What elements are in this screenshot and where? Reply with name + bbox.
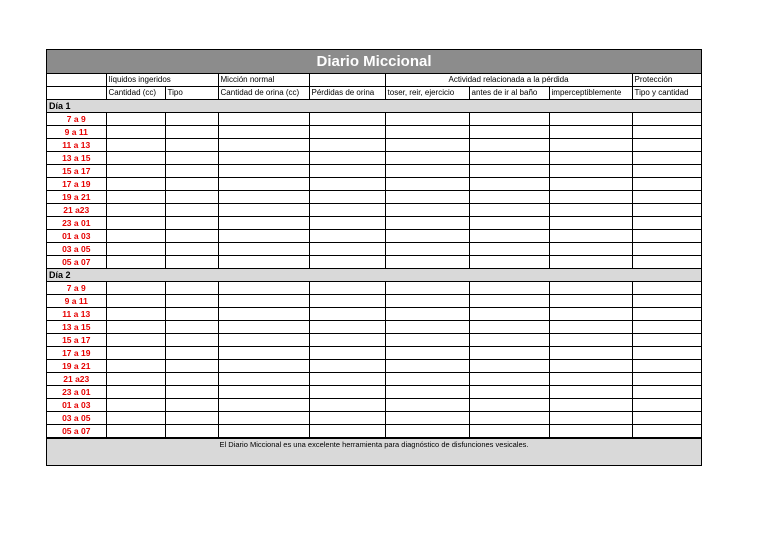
entry-cell[interactable] bbox=[469, 217, 549, 230]
entry-cell[interactable] bbox=[469, 373, 549, 386]
entry-cell[interactable] bbox=[385, 191, 469, 204]
entry-cell[interactable] bbox=[469, 165, 549, 178]
entry-cell[interactable] bbox=[165, 113, 218, 126]
entry-cell[interactable] bbox=[549, 373, 632, 386]
entry-cell[interactable] bbox=[165, 152, 218, 165]
time-slot-label: 13 a 15 bbox=[47, 321, 106, 334]
entry-cell[interactable] bbox=[632, 126, 701, 139]
entry-cell[interactable] bbox=[106, 412, 165, 425]
entry-cell[interactable] bbox=[165, 191, 218, 204]
entry-cell[interactable] bbox=[309, 386, 385, 399]
time-slot-label: 11 a 13 bbox=[47, 308, 106, 321]
entry-cell[interactable] bbox=[385, 386, 469, 399]
entry-cell[interactable] bbox=[165, 256, 218, 269]
entry-cell[interactable] bbox=[549, 347, 632, 360]
time-slot-row bbox=[47, 399, 701, 412]
entry-cell[interactable] bbox=[165, 230, 218, 243]
entry-cell[interactable] bbox=[218, 425, 309, 438]
entry-cell[interactable] bbox=[165, 204, 218, 217]
time-slot-label: 7 a 9 bbox=[47, 282, 106, 295]
entry-cell[interactable] bbox=[106, 308, 165, 321]
entry-cell[interactable] bbox=[309, 256, 385, 269]
entry-cell[interactable] bbox=[549, 152, 632, 165]
entry-cell[interactable] bbox=[218, 230, 309, 243]
entry-cell[interactable] bbox=[549, 230, 632, 243]
day-row bbox=[47, 269, 701, 282]
time-slot-row bbox=[47, 243, 701, 256]
entry-cell[interactable] bbox=[549, 126, 632, 139]
entry-cell[interactable] bbox=[106, 152, 165, 165]
time-slot-row bbox=[47, 282, 701, 295]
header-miccion: Micción normal bbox=[218, 74, 309, 87]
header-row-1 bbox=[47, 74, 701, 87]
entry-cell[interactable] bbox=[469, 230, 549, 243]
entry-cell[interactable] bbox=[106, 282, 165, 295]
entry-cell[interactable] bbox=[218, 191, 309, 204]
entry-cell[interactable] bbox=[165, 243, 218, 256]
entry-cell[interactable] bbox=[309, 126, 385, 139]
entry-cell[interactable] bbox=[106, 373, 165, 386]
entry-cell[interactable] bbox=[632, 204, 701, 217]
entry-cell[interactable] bbox=[385, 152, 469, 165]
entry-cell[interactable] bbox=[165, 399, 218, 412]
entry-cell[interactable] bbox=[309, 165, 385, 178]
time-slot-label: 19 a 21 bbox=[47, 360, 106, 373]
entry-cell[interactable] bbox=[218, 386, 309, 399]
entry-cell[interactable] bbox=[309, 321, 385, 334]
entry-cell[interactable] bbox=[165, 373, 218, 386]
entry-cell[interactable] bbox=[218, 152, 309, 165]
entry-cell[interactable] bbox=[165, 217, 218, 230]
entry-cell[interactable] bbox=[385, 425, 469, 438]
time-slot-label: 9 a 11 bbox=[47, 295, 106, 308]
entry-cell[interactable] bbox=[469, 334, 549, 347]
entry-cell[interactable] bbox=[632, 230, 701, 243]
entry-cell[interactable] bbox=[469, 321, 549, 334]
entry-cell[interactable] bbox=[106, 113, 165, 126]
entry-cell[interactable] bbox=[106, 334, 165, 347]
entry-cell[interactable] bbox=[309, 217, 385, 230]
entry-cell[interactable] bbox=[549, 386, 632, 399]
time-slot-label: 21 a23 bbox=[47, 204, 106, 217]
time-slot-label: 13 a 15 bbox=[47, 152, 106, 165]
time-slot-label: 9 a 11 bbox=[47, 126, 106, 139]
time-slot-label: 01 a 03 bbox=[47, 399, 106, 412]
entry-cell[interactable] bbox=[218, 360, 309, 373]
time-slot-label: 23 a 01 bbox=[47, 386, 106, 399]
footer-note: El Diario Miccional es una excelente herramienta para diagnóstico de disfunciones vesicales. bbox=[47, 438, 701, 465]
entry-cell[interactable] bbox=[165, 282, 218, 295]
header-perdidas-orina: Pérdidas de orina bbox=[309, 87, 385, 100]
entry-cell[interactable] bbox=[106, 321, 165, 334]
time-slot-row bbox=[47, 360, 701, 373]
entry-cell[interactable] bbox=[632, 178, 701, 191]
entry-cell[interactable] bbox=[632, 399, 701, 412]
entry-cell[interactable] bbox=[309, 230, 385, 243]
entry-cell[interactable] bbox=[549, 425, 632, 438]
entry-cell[interactable] bbox=[632, 282, 701, 295]
entry-cell[interactable] bbox=[549, 178, 632, 191]
entry-cell[interactable] bbox=[106, 386, 165, 399]
entry-cell[interactable] bbox=[218, 321, 309, 334]
entry-cell[interactable] bbox=[106, 204, 165, 217]
entry-cell[interactable] bbox=[385, 126, 469, 139]
entry-cell[interactable] bbox=[469, 139, 549, 152]
header-row-2 bbox=[47, 87, 701, 100]
day-label: Día 2 bbox=[47, 269, 701, 282]
entry-cell[interactable] bbox=[549, 165, 632, 178]
entry-cell[interactable] bbox=[218, 308, 309, 321]
entry-cell[interactable] bbox=[549, 360, 632, 373]
entry-cell[interactable] bbox=[309, 113, 385, 126]
entry-cell[interactable] bbox=[385, 204, 469, 217]
entry-cell[interactable] bbox=[309, 243, 385, 256]
entry-cell[interactable] bbox=[218, 399, 309, 412]
entry-cell[interactable] bbox=[469, 425, 549, 438]
entry-cell[interactable] bbox=[632, 308, 701, 321]
entry-cell[interactable] bbox=[632, 191, 701, 204]
entry-cell[interactable] bbox=[218, 204, 309, 217]
entry-cell[interactable] bbox=[632, 139, 701, 152]
entry-cell[interactable] bbox=[106, 126, 165, 139]
entry-cell[interactable] bbox=[549, 412, 632, 425]
time-slot-row bbox=[47, 308, 701, 321]
entry-cell[interactable] bbox=[106, 360, 165, 373]
entry-cell[interactable] bbox=[309, 204, 385, 217]
entry-cell[interactable] bbox=[549, 295, 632, 308]
entry-cell[interactable] bbox=[469, 256, 549, 269]
entry-cell[interactable] bbox=[165, 386, 218, 399]
diary-sheet bbox=[46, 49, 702, 466]
time-slot-row bbox=[47, 217, 701, 230]
entry-cell[interactable] bbox=[385, 139, 469, 152]
entry-cell[interactable] bbox=[469, 347, 549, 360]
entry-cell[interactable] bbox=[106, 139, 165, 152]
entry-cell[interactable] bbox=[549, 256, 632, 269]
entry-cell[interactable] bbox=[632, 165, 701, 178]
header-cantidad-cc: Cantidad (cc) bbox=[106, 87, 165, 100]
header-liquidos: líquidos ingeridos bbox=[106, 74, 218, 87]
time-slot-label: 15 a 17 bbox=[47, 334, 106, 347]
time-slot-label: 23 a 01 bbox=[47, 217, 106, 230]
page-title: Diario Miccional bbox=[47, 50, 701, 74]
entry-cell[interactable] bbox=[385, 399, 469, 412]
time-slot-row bbox=[47, 204, 701, 217]
header-perdidas-blank bbox=[309, 74, 385, 87]
entry-cell[interactable] bbox=[106, 230, 165, 243]
entry-cell[interactable] bbox=[106, 256, 165, 269]
entry-cell[interactable] bbox=[385, 165, 469, 178]
header-proteccion: Protección bbox=[632, 74, 701, 87]
time-slot-row bbox=[47, 334, 701, 347]
entry-cell[interactable] bbox=[309, 360, 385, 373]
entry-cell[interactable] bbox=[632, 152, 701, 165]
entry-cell[interactable] bbox=[218, 113, 309, 126]
entry-cell[interactable] bbox=[218, 412, 309, 425]
entry-cell[interactable] bbox=[218, 178, 309, 191]
entry-cell[interactable] bbox=[385, 308, 469, 321]
entry-cell[interactable] bbox=[549, 321, 632, 334]
entry-cell[interactable] bbox=[218, 373, 309, 386]
time-slot-row bbox=[47, 412, 701, 425]
time-slot-row bbox=[47, 230, 701, 243]
entry-cell[interactable] bbox=[385, 360, 469, 373]
entry-cell[interactable] bbox=[218, 256, 309, 269]
time-slot-label: 19 a 21 bbox=[47, 191, 106, 204]
entry-cell[interactable] bbox=[106, 399, 165, 412]
entry-cell[interactable] bbox=[309, 399, 385, 412]
time-slot-label: 03 a 05 bbox=[47, 243, 106, 256]
entry-cell[interactable] bbox=[218, 347, 309, 360]
entry-cell[interactable] bbox=[632, 360, 701, 373]
time-slot-row bbox=[47, 295, 701, 308]
entry-cell[interactable] bbox=[309, 347, 385, 360]
entry-cell[interactable] bbox=[218, 243, 309, 256]
entry-cell[interactable] bbox=[549, 191, 632, 204]
entry-cell[interactable] bbox=[632, 412, 701, 425]
entry-cell[interactable] bbox=[469, 152, 549, 165]
time-slot-label: 17 a 19 bbox=[47, 347, 106, 360]
entry-cell[interactable] bbox=[309, 373, 385, 386]
entry-cell[interactable] bbox=[309, 178, 385, 191]
entry-cell[interactable] bbox=[106, 165, 165, 178]
entry-cell[interactable] bbox=[549, 243, 632, 256]
time-slot-row bbox=[47, 386, 701, 399]
time-slot-label: 03 a 05 bbox=[47, 412, 106, 425]
entry-cell[interactable] bbox=[632, 347, 701, 360]
entry-cell[interactable] bbox=[469, 399, 549, 412]
entry-cell[interactable] bbox=[385, 178, 469, 191]
entry-cell[interactable] bbox=[106, 191, 165, 204]
entry-cell[interactable] bbox=[469, 204, 549, 217]
entry-cell[interactable] bbox=[469, 360, 549, 373]
time-slot-label: 7 a 9 bbox=[47, 113, 106, 126]
time-slot-row bbox=[47, 425, 701, 438]
header-toser: toser, reir, ejercicio bbox=[385, 87, 469, 100]
entry-cell[interactable] bbox=[385, 230, 469, 243]
header-imperceptiblemente: imperceptiblemente bbox=[549, 87, 632, 100]
entry-cell[interactable] bbox=[309, 334, 385, 347]
entry-cell[interactable] bbox=[632, 425, 701, 438]
entry-cell[interactable] bbox=[385, 295, 469, 308]
time-slot-row bbox=[47, 152, 701, 165]
time-slot-row bbox=[47, 321, 701, 334]
entry-cell[interactable] bbox=[165, 347, 218, 360]
entry-cell[interactable] bbox=[632, 334, 701, 347]
entry-cell[interactable] bbox=[218, 165, 309, 178]
entry-cell[interactable] bbox=[165, 321, 218, 334]
entry-cell[interactable] bbox=[632, 295, 701, 308]
entry-cell[interactable] bbox=[218, 282, 309, 295]
entry-cell[interactable] bbox=[469, 191, 549, 204]
entry-cell[interactable] bbox=[549, 204, 632, 217]
entry-cell[interactable] bbox=[469, 386, 549, 399]
time-slot-label: 05 a 07 bbox=[47, 256, 106, 269]
entry-cell[interactable] bbox=[469, 412, 549, 425]
entry-cell[interactable] bbox=[469, 282, 549, 295]
header-blank bbox=[47, 74, 106, 87]
entry-cell[interactable] bbox=[469, 178, 549, 191]
entry-cell[interactable] bbox=[385, 113, 469, 126]
time-slot-row bbox=[47, 256, 701, 269]
entry-cell[interactable] bbox=[309, 295, 385, 308]
time-slot-row bbox=[47, 191, 701, 204]
entry-cell[interactable] bbox=[165, 334, 218, 347]
header-actividad: Actividad relacionada a la pérdida bbox=[385, 74, 632, 87]
time-slot-label: 11 a 13 bbox=[47, 139, 106, 152]
day-label: Día 1 bbox=[47, 100, 701, 113]
entry-cell[interactable] bbox=[549, 308, 632, 321]
entry-cell[interactable] bbox=[309, 412, 385, 425]
time-slot-label: 01 a 03 bbox=[47, 230, 106, 243]
entry-cell[interactable] bbox=[385, 347, 469, 360]
entry-cell[interactable] bbox=[549, 334, 632, 347]
time-slot-row bbox=[47, 347, 701, 360]
entry-cell[interactable] bbox=[165, 126, 218, 139]
header-blank-2 bbox=[47, 87, 106, 100]
entry-cell[interactable] bbox=[218, 217, 309, 230]
entry-cell[interactable] bbox=[165, 425, 218, 438]
time-slot-row bbox=[47, 165, 701, 178]
entry-cell[interactable] bbox=[218, 334, 309, 347]
time-slot-row bbox=[47, 178, 701, 191]
entry-cell[interactable] bbox=[165, 412, 218, 425]
entry-cell[interactable] bbox=[106, 295, 165, 308]
entry-cell[interactable] bbox=[385, 217, 469, 230]
time-slot-label: 21 a23 bbox=[47, 373, 106, 386]
entry-cell[interactable] bbox=[165, 165, 218, 178]
entry-cell[interactable] bbox=[549, 113, 632, 126]
entry-cell[interactable] bbox=[165, 308, 218, 321]
entry-cell[interactable] bbox=[469, 243, 549, 256]
entry-cell[interactable] bbox=[218, 139, 309, 152]
entry-cell[interactable] bbox=[632, 113, 701, 126]
entry-cell[interactable] bbox=[309, 191, 385, 204]
entry-cell[interactable] bbox=[106, 243, 165, 256]
entry-cell[interactable] bbox=[106, 425, 165, 438]
day-row bbox=[47, 100, 701, 113]
entry-cell[interactable] bbox=[632, 256, 701, 269]
entry-cell[interactable] bbox=[385, 282, 469, 295]
header-tipo: Tipo bbox=[165, 87, 218, 100]
time-slot-row bbox=[47, 126, 701, 139]
entry-cell[interactable] bbox=[106, 178, 165, 191]
entry-cell[interactable] bbox=[549, 282, 632, 295]
entry-cell[interactable] bbox=[165, 178, 218, 191]
entry-cell[interactable] bbox=[385, 334, 469, 347]
entry-cell[interactable] bbox=[469, 126, 549, 139]
entry-cell[interactable] bbox=[165, 360, 218, 373]
entry-cell[interactable] bbox=[469, 113, 549, 126]
time-slot-row bbox=[47, 139, 701, 152]
header-cantidad-orina: Cantidad de orina (cc) bbox=[218, 87, 309, 100]
entry-cell[interactable] bbox=[385, 256, 469, 269]
entry-cell[interactable] bbox=[309, 425, 385, 438]
entry-cell[interactable] bbox=[632, 217, 701, 230]
diary-table bbox=[47, 74, 701, 438]
entry-cell[interactable] bbox=[218, 295, 309, 308]
entry-cell[interactable] bbox=[309, 308, 385, 321]
entry-cell[interactable] bbox=[632, 386, 701, 399]
entry-cell[interactable] bbox=[469, 308, 549, 321]
entry-cell[interactable] bbox=[469, 295, 549, 308]
entry-cell[interactable] bbox=[549, 399, 632, 412]
entry-cell[interactable] bbox=[632, 243, 701, 256]
entry-cell[interactable] bbox=[385, 321, 469, 334]
time-slot-row bbox=[47, 373, 701, 386]
entry-cell[interactable] bbox=[165, 295, 218, 308]
time-slot-label: 15 a 17 bbox=[47, 165, 106, 178]
entry-cell[interactable] bbox=[165, 139, 218, 152]
entry-cell[interactable] bbox=[549, 217, 632, 230]
entry-cell[interactable] bbox=[549, 139, 632, 152]
entry-cell[interactable] bbox=[309, 152, 385, 165]
entry-cell[interactable] bbox=[385, 243, 469, 256]
time-slot-label: 17 a 19 bbox=[47, 178, 106, 191]
entry-cell[interactable] bbox=[385, 373, 469, 386]
entry-cell[interactable] bbox=[218, 126, 309, 139]
entry-cell[interactable] bbox=[632, 373, 701, 386]
entry-cell[interactable] bbox=[309, 282, 385, 295]
header-antes-bano: antes de ir al baño bbox=[469, 87, 549, 100]
entry-cell[interactable] bbox=[106, 347, 165, 360]
header-tipo-cantidad: Tipo y cantidad bbox=[632, 87, 701, 100]
entry-cell[interactable] bbox=[632, 321, 701, 334]
time-slot-row bbox=[47, 113, 701, 126]
entry-cell[interactable] bbox=[309, 139, 385, 152]
entry-cell[interactable] bbox=[385, 412, 469, 425]
entry-cell[interactable] bbox=[106, 217, 165, 230]
time-slot-label: 05 a 07 bbox=[47, 425, 106, 438]
